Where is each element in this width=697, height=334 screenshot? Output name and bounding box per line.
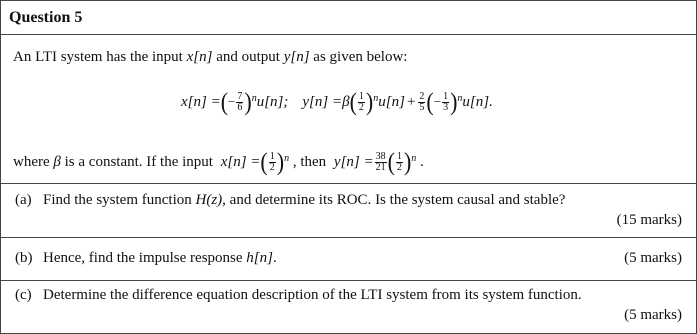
eq-un: u[n].: [462, 93, 493, 110]
paren-close: ): [244, 87, 252, 116]
part-b-hn: h[n]: [246, 250, 273, 266]
plus-sign: +: [406, 93, 416, 110]
paren-open: (: [260, 147, 268, 176]
intro-xn: x[n]: [186, 49, 213, 65]
part-b-text: .: [272, 250, 277, 266]
where-text: , then: [289, 153, 330, 170]
fraction: [358, 92, 365, 113]
part-c-label: (c): [15, 287, 32, 303]
where-text: is a constant. If the input: [60, 153, 217, 170]
exponent: n: [457, 92, 463, 104]
frac-den: 2: [396, 161, 402, 173]
intro-yn: y[n]: [283, 49, 310, 65]
frac-num: 2: [419, 90, 425, 102]
part-a-text: , and determine its ROC. Is the system causal and stable?: [222, 192, 566, 208]
frac-num: 1: [443, 90, 449, 102]
eq-lhs-y: y[n] =: [302, 93, 343, 110]
paren-close: ): [276, 147, 285, 176]
fraction: [418, 92, 425, 113]
part-c: [1, 281, 696, 333]
part-b-text: Hence, find the impulse response: [43, 250, 247, 266]
paren-open: (: [220, 87, 229, 116]
intro-sentence: [13, 49, 407, 66]
question-header: [1, 1, 696, 35]
eq-lhs-x: x[n] =: [181, 93, 221, 110]
paren-open: (: [387, 147, 395, 176]
eq-un: u[n]: [378, 93, 405, 110]
frac-den: 2: [269, 161, 275, 173]
frac-num: 38: [375, 150, 386, 162]
intro-text: as given below:: [309, 49, 408, 65]
frac-den: 2: [358, 101, 364, 113]
given-equation: [181, 85, 493, 119]
question-title: Question 5: [9, 9, 83, 26]
part-c-marks: (5 marks): [624, 307, 682, 323]
intro-text: An LTI system has the input: [13, 49, 187, 65]
where-text: .: [416, 153, 424, 170]
part-a-text: Find the system function: [43, 192, 196, 208]
exponent: n: [284, 152, 290, 164]
exponent: n: [251, 92, 257, 104]
fraction: [375, 152, 387, 173]
paren-close: ): [450, 87, 458, 116]
where-sentence: [13, 145, 424, 179]
frac-den: 5: [419, 101, 425, 113]
part-a: [1, 184, 696, 238]
part-b-marks: (5 marks): [624, 250, 682, 266]
frac-den: 6: [237, 101, 243, 113]
fraction: [396, 152, 403, 173]
exponent: n: [411, 152, 417, 164]
part-a-hz: H(z): [195, 192, 223, 208]
frac-num: 1: [269, 150, 275, 162]
part-b-label: (b): [15, 250, 33, 266]
part-a-marks: (15 marks): [616, 212, 682, 228]
where-text: where: [13, 153, 54, 170]
paren-close: ): [365, 87, 374, 116]
eq-lhs-x: x[n] =: [220, 153, 261, 170]
frac-den: 3: [443, 101, 449, 113]
fraction: [269, 152, 276, 173]
beta-symbol: β: [53, 153, 61, 170]
eq-un: u[n];: [256, 93, 289, 110]
paren-open: (: [426, 87, 434, 116]
eq-sign: −: [433, 94, 442, 109]
eq-sign: −: [228, 94, 236, 109]
beta-symbol: β: [342, 93, 350, 110]
part-a-label: (a): [15, 192, 32, 208]
paren-open: (: [349, 87, 357, 116]
paren-close: ): [403, 147, 412, 176]
part-b: [1, 238, 696, 281]
part-a-question: [43, 192, 565, 209]
eq-lhs-y: y[n] =: [333, 153, 374, 170]
intro-text: and output: [212, 49, 284, 65]
frac-num: 1: [358, 90, 364, 102]
fraction: [236, 92, 243, 113]
frac-num: 1: [396, 150, 402, 162]
fraction: [442, 92, 449, 113]
part-c-question: Determine the difference equation description of the LTI system from its system function.: [43, 287, 582, 303]
frac-num: 7: [237, 90, 243, 102]
part-b-question: [43, 250, 277, 267]
problem-statement: [1, 35, 696, 184]
exponent: n: [373, 92, 379, 104]
frac-den: 21: [375, 161, 386, 173]
